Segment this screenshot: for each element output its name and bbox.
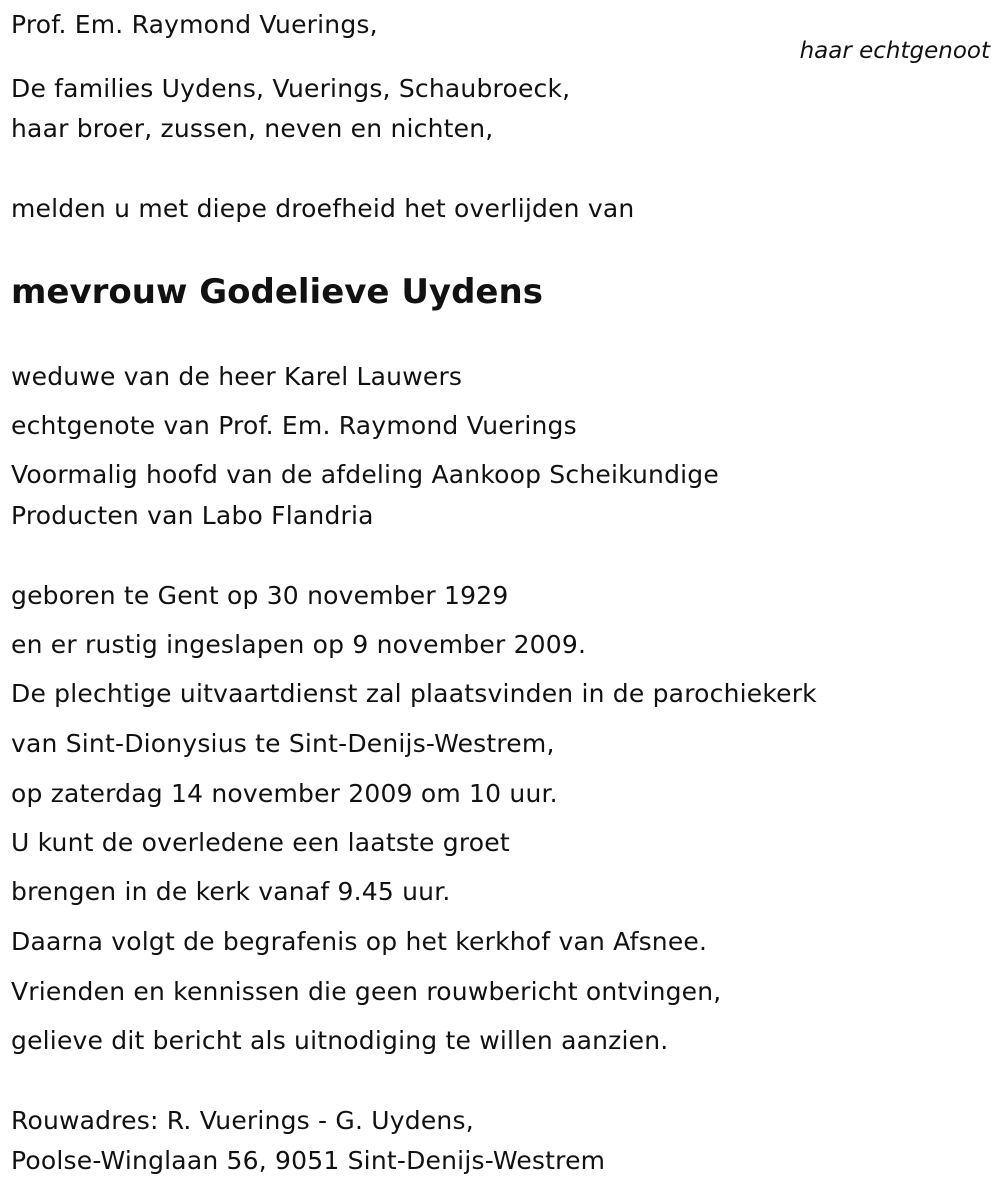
announcement-text: melden u met diepe droefheid het overlijden van bbox=[11, 194, 635, 223]
detail-occupation-line-1: Voormalig hoofd van de afdeling Aankoop Scheikundige bbox=[11, 460, 719, 489]
body-line-burial: Daarna volgt de begrafenis op het kerkhof van Afsnee. bbox=[11, 927, 708, 956]
detail-spouse-line: echtgenote van Prof. Em. Raymond Vuerings bbox=[11, 411, 577, 440]
address-line-2: Poolse-Winglaan 56, 9051 Sint-Denijs-Westrem bbox=[11, 1146, 606, 1175]
body-line-service: De plechtige uitvaartdienst zal plaatsvinden in de parochiekerk bbox=[11, 679, 817, 708]
mourner-spouse-role: haar echtgenoot bbox=[799, 38, 990, 64]
address-line-1: Rouwadres: R. Vuerings - G. Uydens, bbox=[11, 1106, 474, 1135]
body-line-church: van Sint-Dionysius te Sint-Denijs-Westrem, bbox=[11, 729, 555, 758]
detail-widow-line: weduwe van de heer Karel Lauwers bbox=[11, 362, 463, 391]
body-line-born: geboren te Gent op 30 november 1929 bbox=[11, 581, 509, 610]
body-line-died: en er rustig ingeslapen op 9 november 2009. bbox=[11, 630, 587, 659]
detail-occupation-line-2: Producten van Labo Flandria bbox=[11, 501, 374, 530]
body-line-date: op zaterdag 14 november 2009 om 10 uur. bbox=[11, 779, 558, 808]
mourner-spouse-line: Prof. Em. Raymond Vuerings, bbox=[11, 10, 378, 39]
body-line-invitation: gelieve dit bericht als uitnodiging te willen aanzien. bbox=[11, 1026, 669, 1055]
body-line-greeting: U kunt de overledene een laatste groet bbox=[11, 828, 510, 857]
body-line-greeting-time: brengen in de kerk vanaf 9.45 uur. bbox=[11, 877, 451, 906]
mourner-families-line: De families Uydens, Vuerings, Schaubroeck, bbox=[11, 74, 571, 103]
deceased-name: mevrouw Godelieve Uydens bbox=[11, 272, 543, 312]
mourner-relatives-line: haar broer, zussen, neven en nichten, bbox=[11, 114, 494, 143]
body-line-friends: Vrienden en kennissen die geen rouwbericht ontvingen, bbox=[11, 977, 722, 1006]
